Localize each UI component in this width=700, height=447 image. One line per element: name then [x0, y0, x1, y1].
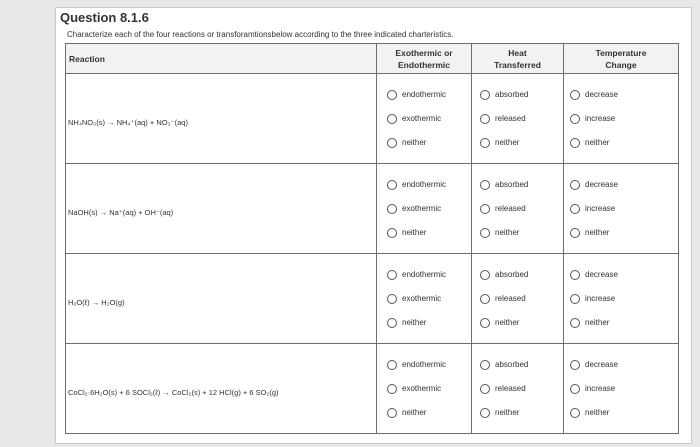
option-label: decrease	[585, 180, 618, 189]
heat-radio-group	[472, 263, 563, 335]
radio-button[interactable]	[480, 138, 490, 148]
radio-button[interactable]	[480, 294, 490, 304]
option-label: neither	[585, 228, 610, 237]
temp-option-neither[interactable]	[564, 408, 678, 418]
radio-button[interactable]	[387, 408, 397, 418]
exo-endo-option-endothermic[interactable]	[377, 90, 471, 100]
heat-option-neither[interactable]	[472, 138, 563, 148]
option-label: neither	[495, 408, 520, 417]
heat-option-released[interactable]	[472, 384, 563, 394]
reaction-equation: H₂O(ℓ) → H₂O(g)	[66, 254, 377, 344]
option-label: released	[495, 204, 526, 213]
radio-button[interactable]	[480, 114, 490, 124]
reaction-table	[65, 43, 679, 434]
option-label: released	[495, 294, 526, 303]
temp-option-neither[interactable]	[564, 228, 678, 238]
heat-option-absorbed[interactable]	[472, 180, 563, 190]
option-label: increase	[585, 114, 616, 123]
radio-button[interactable]	[387, 384, 397, 394]
temp-radio-group	[564, 83, 678, 155]
option-label: absorbed	[495, 90, 529, 99]
exo-endo-options	[377, 344, 472, 434]
option-label: absorbed	[495, 360, 529, 369]
exo-endo-option-neither[interactable]	[377, 228, 471, 238]
heat-option-neither[interactable]	[472, 318, 563, 328]
radio-button[interactable]	[387, 90, 397, 100]
option-label: absorbed	[495, 270, 529, 279]
temp-option-decrease[interactable]	[564, 90, 678, 100]
radio-button[interactable]	[480, 270, 490, 280]
heat-option-neither[interactable]	[472, 228, 563, 238]
exo-endo-option-exothermic[interactable]	[377, 384, 471, 394]
option-label: decrease	[585, 360, 618, 369]
option-label: neither	[402, 138, 427, 147]
option-label: neither	[495, 228, 520, 237]
temp-options	[564, 254, 679, 344]
radio-button[interactable]	[480, 360, 490, 370]
exo-endo-option-exothermic[interactable]	[377, 294, 471, 304]
radio-button[interactable]	[570, 318, 580, 328]
heat-option-released[interactable]	[472, 114, 563, 124]
heat-radio-group	[472, 173, 563, 245]
temp-options	[564, 74, 679, 164]
exo-endo-option-neither[interactable]	[377, 138, 471, 148]
radio-button[interactable]	[570, 294, 580, 304]
header-exo-endo: Exothermic or Endothermic	[377, 44, 472, 74]
temp-option-decrease[interactable]	[564, 180, 678, 190]
option-label: endothermic	[402, 360, 447, 369]
option-label: neither	[402, 408, 427, 417]
heat-option-absorbed[interactable]	[472, 90, 563, 100]
exo-endo-option-endothermic[interactable]	[377, 180, 471, 190]
radio-button[interactable]	[480, 90, 490, 100]
option-label: endothermic	[402, 270, 447, 279]
heat-option-absorbed[interactable]	[472, 270, 563, 280]
temp-option-neither[interactable]	[564, 138, 678, 148]
radio-button[interactable]	[387, 270, 397, 280]
option-label: absorbed	[495, 180, 529, 189]
radio-button[interactable]	[570, 138, 580, 148]
option-label: neither	[585, 318, 610, 327]
reaction-row	[66, 344, 679, 434]
option-label: neither	[585, 408, 610, 417]
radio-button[interactable]	[480, 204, 490, 214]
temp-option-increase[interactable]	[564, 204, 678, 214]
radio-button[interactable]	[387, 318, 397, 328]
header-reaction: Reaction	[66, 44, 377, 74]
temp-option-increase[interactable]	[564, 294, 678, 304]
question-instructions: Characterize each of the four reactions or transforamtionsbelow according to the three indicated charteristics.	[67, 30, 454, 39]
reaction-equation: NaOH(s) → Na⁺(aq) + OH⁻(aq)	[66, 164, 377, 254]
exo-endo-option-exothermic[interactable]	[377, 204, 471, 214]
option-label: released	[495, 114, 526, 123]
heat-options	[472, 74, 564, 164]
radio-button[interactable]	[570, 228, 580, 238]
radio-button[interactable]	[480, 180, 490, 190]
reaction-row	[66, 164, 679, 254]
exo-endo-option-endothermic[interactable]	[377, 360, 471, 370]
heat-option-neither[interactable]	[472, 408, 563, 418]
radio-button[interactable]	[387, 294, 397, 304]
header-temperature-change: Temperature Change	[564, 44, 679, 74]
temp-option-decrease[interactable]	[564, 360, 678, 370]
radio-button[interactable]	[480, 228, 490, 238]
exo-endo-option-endothermic[interactable]	[377, 270, 471, 280]
temp-radio-group	[564, 263, 678, 335]
temp-option-neither[interactable]	[564, 318, 678, 328]
radio-button[interactable]	[387, 204, 397, 214]
heat-options	[472, 344, 564, 434]
heat-option-absorbed[interactable]	[472, 360, 563, 370]
exo-endo-option-neither[interactable]	[377, 318, 471, 328]
option-label: endothermic	[402, 180, 447, 189]
reaction-row	[66, 74, 679, 164]
question-title: Question 8.1.6	[60, 10, 149, 25]
option-label: endothermic	[402, 90, 447, 99]
exo-endo-radio-group	[377, 353, 471, 425]
reaction-row	[66, 254, 679, 344]
radio-button[interactable]	[387, 180, 397, 190]
radio-button[interactable]	[570, 180, 580, 190]
temp-option-increase[interactable]	[564, 384, 678, 394]
header-heat-transferred: Heat Transferred	[472, 44, 564, 74]
radio-button[interactable]	[480, 318, 490, 328]
heat-option-released[interactable]	[472, 294, 563, 304]
radio-button[interactable]	[480, 384, 490, 394]
heat-options	[472, 164, 564, 254]
radio-button[interactable]	[570, 384, 580, 394]
heat-options	[472, 254, 564, 344]
radio-button[interactable]	[480, 408, 490, 418]
option-label: increase	[585, 294, 616, 303]
exo-endo-option-exothermic[interactable]	[377, 114, 471, 124]
radio-button[interactable]	[570, 114, 580, 124]
option-label: neither	[585, 138, 610, 147]
radio-button[interactable]	[570, 204, 580, 214]
radio-button[interactable]	[570, 360, 580, 370]
option-label: neither	[495, 318, 520, 327]
exo-endo-options	[377, 254, 472, 344]
option-label: neither	[402, 228, 427, 237]
temp-options	[564, 344, 679, 434]
radio-button[interactable]	[387, 114, 397, 124]
radio-button[interactable]	[387, 138, 397, 148]
option-label: neither	[495, 138, 520, 147]
option-label: exothermic	[402, 294, 442, 303]
temp-radio-group	[564, 353, 678, 425]
heat-radio-group	[472, 83, 563, 155]
exo-endo-radio-group	[377, 173, 471, 245]
temp-radio-group	[564, 173, 678, 245]
option-label: exothermic	[402, 384, 442, 393]
radio-button[interactable]	[570, 270, 580, 280]
header-row	[66, 44, 679, 74]
option-label: increase	[585, 384, 616, 393]
option-label: increase	[585, 204, 616, 213]
exo-endo-option-neither[interactable]	[377, 408, 471, 418]
exo-endo-radio-group	[377, 83, 471, 155]
option-label: decrease	[585, 270, 618, 279]
radio-button[interactable]	[570, 408, 580, 418]
exo-endo-options	[377, 164, 472, 254]
temp-option-decrease[interactable]	[564, 270, 678, 280]
option-label: exothermic	[402, 204, 442, 213]
reaction-equation: NH₄NO₃(s) → NH₄⁺(aq) + NO₃⁻(aq)	[66, 74, 377, 164]
option-label: neither	[402, 318, 427, 327]
reaction-equation: CoCl₂·6H₂O(s) + 6 SOCl₂(ℓ) → CoCl₂(s) + 12 HCl(g) + 6 SO₂(g)	[66, 344, 377, 434]
temp-option-increase[interactable]	[564, 114, 678, 124]
temp-options	[564, 164, 679, 254]
heat-option-released[interactable]	[472, 204, 563, 214]
option-label: exothermic	[402, 114, 442, 123]
option-label: released	[495, 384, 526, 393]
option-label: decrease	[585, 90, 618, 99]
exo-endo-options	[377, 74, 472, 164]
exo-endo-radio-group	[377, 263, 471, 335]
radio-button[interactable]	[387, 360, 397, 370]
heat-radio-group	[472, 353, 563, 425]
radio-button[interactable]	[570, 90, 580, 100]
radio-button[interactable]	[387, 228, 397, 238]
